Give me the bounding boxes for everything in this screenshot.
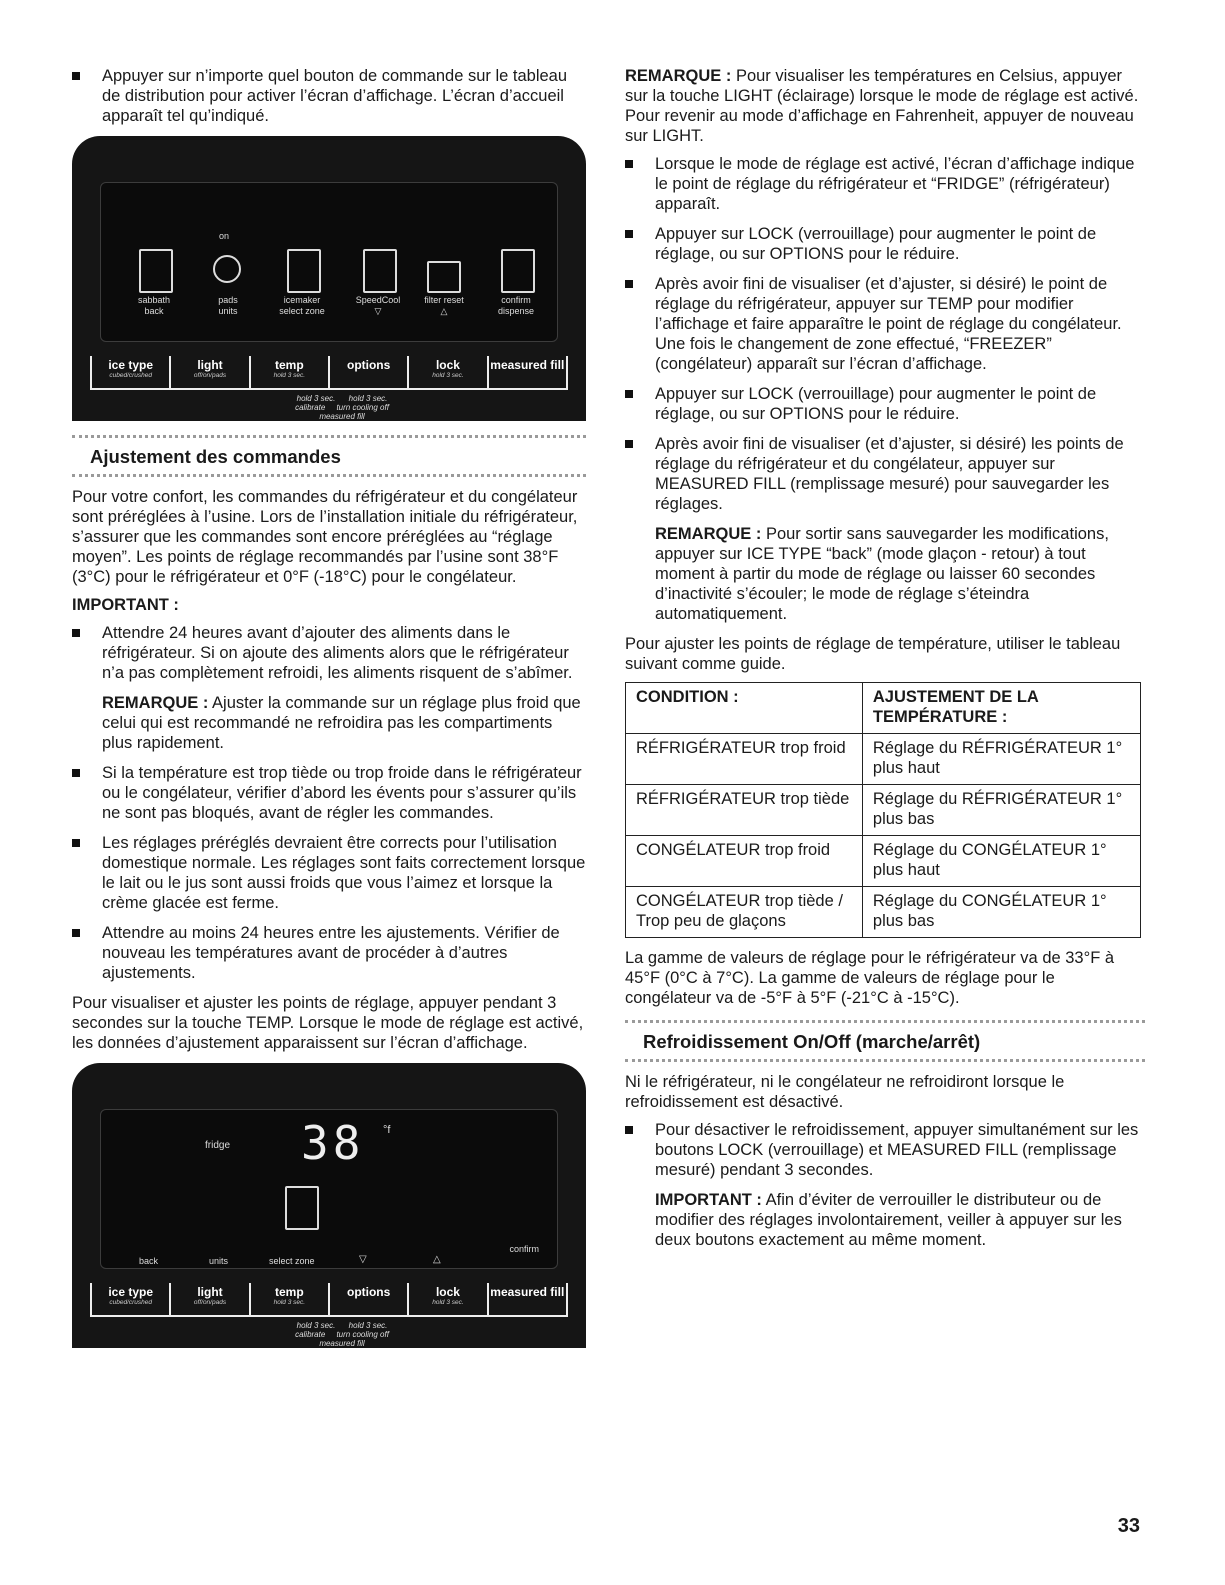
bullet-lock-options-2: Appuyer sur LOCK (verrouillage) pour augmenter le point de réglage, ou sur OPTIONS pour le réduire. xyxy=(625,384,1145,424)
table-header-row xyxy=(626,683,1141,734)
select-zone-label: select zone xyxy=(269,1256,315,1266)
units-label: units xyxy=(209,1256,229,1266)
options-button[interactable]: options xyxy=(328,1283,407,1315)
back-label: back xyxy=(139,1256,159,1266)
bullet-lock-options: Appuyer sur LOCK (verrouillage) pour augmenter le point de réglage, ou sur OPTIONS pour le réduire. xyxy=(625,224,1145,264)
bullet-vents: Si la température est trop tiède ou trop froide dans le réfrigérateur ou le congélateur, vérifier d’abord les évents pour s’assurer qu’ils ne sont pas bloqués, avant de régler les commandes. xyxy=(72,763,586,823)
table-cell: CONGÉLATEUR trop tiède / Trop peu de glaçons xyxy=(626,887,863,938)
sabbath-icon xyxy=(139,249,173,293)
options-button[interactable]: options xyxy=(328,356,407,388)
ice-type-button[interactable]: ice type cubed/crushed xyxy=(108,358,154,379)
water-icon xyxy=(501,249,535,293)
temperature-readout: 38 xyxy=(301,1116,365,1170)
icon-label-4: SpeedCool ▽ xyxy=(355,295,401,316)
bullet-save: Après avoir fini de visualiser (et d’ajuster, si désiré) les points de réglage du réfrigérateur et du congélateur, appuyer sur MEASURED FILL (remplissage mesuré) pour sauvegarder les réglages. xyxy=(625,434,1145,514)
lock-icon xyxy=(427,261,461,293)
light-button[interactable]: light off/on/pads xyxy=(169,356,248,388)
bullet-freezer-zone: Après avoir fini de visualiser (et d’ajuster, si désiré) le point de réglage du réfrigérateur, appuyer sur TEMP pour modifier l’affichage et faire apparaître le point de réglage du congélateur. Une fois le changement de zone effectué, “FREEZER” (congélateur) apparaît sur l’écran d’affichage. xyxy=(625,274,1145,374)
ice-type-button[interactable]: ice type cubed/crushed xyxy=(108,1285,154,1306)
table-row xyxy=(626,887,1141,938)
lock-button[interactable]: lock hold 3 sec. xyxy=(407,1283,486,1315)
pads-light-icon xyxy=(213,255,241,283)
unit-label: °f xyxy=(383,1124,391,1136)
note-colder: REMARQUE : Ajuster la commande sur un réglage plus froid que celui qui est recommandé ne refroidira pas les compartiments plus rapidement. xyxy=(102,694,581,752)
icon-label-3: icemaker select zone xyxy=(279,295,325,316)
icon-label-1: sabbath back xyxy=(137,295,171,316)
button-bar xyxy=(90,356,568,390)
lock-button[interactable]: lock hold 3 sec. xyxy=(407,356,486,388)
down-label: ▽ xyxy=(359,1254,367,1265)
icemaker-icon xyxy=(285,1186,319,1230)
heading-cooling: Refroidissement On/Off (marche/arrêt) xyxy=(625,1020,1145,1062)
fridge-label: fridge xyxy=(205,1140,231,1151)
temp-button[interactable]: temp hold 3 sec. xyxy=(249,356,328,388)
bullet-24h: Attendre au moins 24 heures entre les ajustements. Vérifier de nouveau les températures avant de procéder à d’autres ajustements. xyxy=(72,923,586,983)
up-label: △ xyxy=(433,1254,441,1265)
bullet-intro: Appuyer sur n’importe quel bouton de commande sur le tableau de distribution pour activer l’écran d’affichage. L’écran d’accueil apparaît tel qu’indiqué. xyxy=(72,66,586,126)
table-cell: Réglage du CONGÉLATEUR 1° plus haut xyxy=(862,836,1140,887)
left-column xyxy=(72,66,586,1362)
table-cell: RÉFRIGÉRATEUR trop tiède xyxy=(626,785,863,836)
measured-fill-button[interactable]: measured fill xyxy=(487,356,566,388)
icemaker-icon xyxy=(287,249,321,293)
table-cell: Réglage du CONGÉLATEUR 1° plus bas xyxy=(862,887,1140,938)
table-row xyxy=(626,734,1141,785)
speedcool-icon xyxy=(363,249,397,293)
control-panel-home xyxy=(72,136,586,421)
hold-combo-caption: hold 3 sec. hold 3 sec. calibrate turn cooling off measured fill xyxy=(295,394,389,421)
bullet-presets: Les réglages préréglés devraient être corrects pour l’utilisation domestique normale. Les réglages sont faits correctement lorsque le lait ou le jus sont aussi froids que vous l’aimez et lorsque la crème glacée est ferme. xyxy=(72,833,586,913)
important-label: IMPORTANT : xyxy=(72,596,179,614)
para-intro: Pour votre confort, les commandes du réfrigérateur et du congélateur sont préréglées à l’usine. Lors de l’installation initiale du réfrigérateur, s’assurer que les commandes sont encore préréglées au “réglage moyen”. Les points de réglage recommandés par l’usine sont 38°F (3°C) pour le réfrigérateur et 0°F (-18°C) pour le congélateur. xyxy=(72,488,578,586)
page-number: 33 xyxy=(1117,1515,1140,1537)
para-cooling-off: Ni le réfrigérateur, ni le congélateur ne refroidiront lorsque le refroidissement est désactivé. xyxy=(625,1073,1065,1111)
table-cell: CONGÉLATEUR trop froid xyxy=(626,836,863,887)
note-important: IMPORTANT : Afin d’éviter de verrouiller le distributeur ou de modifier des réglages involontairement, veiller à appuyer sur les deux boutons exactement au même moment. xyxy=(655,1191,1122,1249)
icon-label-2: pads units xyxy=(218,295,238,316)
bullet-fridge-setpoint: Lorsque le mode de réglage est activé, l’écran d’affichage indique le point de réglage du réfrigérateur et “FRIDGE” (réfrigérateur) apparaît. xyxy=(625,154,1145,214)
table-header-condition: CONDITION : xyxy=(626,683,863,734)
note-celsius: REMARQUE : Pour visualiser les températures en Celsius, appuyer sur la touche LIGHT (éclairage) lorsque le mode de réglage est activé. Pour revenir au mode d’affichage en Fahrenheit, appuyer de nouveau sur LIGHT. xyxy=(625,67,1139,145)
control-panel-adjust xyxy=(72,1063,586,1348)
adjustment-table xyxy=(625,682,1141,938)
on-label: on xyxy=(219,231,230,241)
heading-ajustement: Ajustement des commandes xyxy=(72,435,586,477)
confirm-label: confirm xyxy=(509,1244,539,1254)
button-bar-adjust xyxy=(90,1283,568,1317)
display-screen-adjust xyxy=(100,1109,558,1269)
para-range: La gamme de valeurs de réglage pour le réfrigérateur va de 33°F à 45°F (0°C à 7°C). La gamme de valeurs de réglage pour le congélateur va de -5°F à 5°F (-21°C à -15°C). xyxy=(625,949,1115,1007)
temp-button[interactable]: temp hold 3 sec. xyxy=(249,1283,328,1315)
table-header-adjustment: AJUSTEMENT DE LA TEMPÉRATURE : xyxy=(862,683,1140,734)
para-view-setpoints: Pour visualiser et ajuster les points de réglage, appuyer pendant 3 secondes sur la touche TEMP. Lorsque le mode de réglage est activé, les données d’ajustement apparaissent sur l’écran d’affichage. xyxy=(72,994,584,1052)
table-cell: RÉFRIGÉRATEUR trop froid xyxy=(626,734,863,785)
table-cell: Réglage du RÉFRIGÉRATEUR 1° plus bas xyxy=(862,785,1140,836)
para-table-intro: Pour ajuster les points de réglage de température, utiliser le tableau suivant comme guide. xyxy=(625,635,1121,673)
icon-label-5: filter reset △ xyxy=(424,295,464,316)
bullet-disable-cooling: Pour désactiver le refroidissement, appuyer simultanément sur les boutons LOCK (verrouillage) et MEASURED FILL (remplissage mesuré) pendant 3 secondes. xyxy=(625,1120,1145,1180)
measured-fill-button[interactable]: measured fill xyxy=(487,1283,566,1315)
hold-combo-caption-adjust: hold 3 sec. hold 3 sec. calibrate turn cooling off measured fill xyxy=(295,1321,389,1348)
bullet-wait: Attendre 24 heures avant d’ajouter des aliments dans le réfrigérateur. Si on ajoute des aliments alors que le réfrigérateur n’a pas complètement refroidi, les aliments risquent de s’abîmer. xyxy=(72,623,586,683)
right-column xyxy=(625,66,1145,1260)
table-row xyxy=(626,836,1141,887)
table-row xyxy=(626,785,1141,836)
table-cell: Réglage du RÉFRIGÉRATEUR 1° plus haut xyxy=(862,734,1140,785)
note-exit: REMARQUE : Pour sortir sans sauvegarder les modifications, appuyer sur ICE TYPE “back” (mode glaçon - retour) à tout moment à partir du mode de réglage ou laisser 60 secondes d’inactivité s’écouler; le mode de réglage s’éteindra automatiquement. xyxy=(655,525,1109,623)
icon-label-6: confirm dispense xyxy=(497,295,535,316)
light-button[interactable]: light off/on/pads xyxy=(169,1283,248,1315)
display-screen xyxy=(100,182,558,342)
